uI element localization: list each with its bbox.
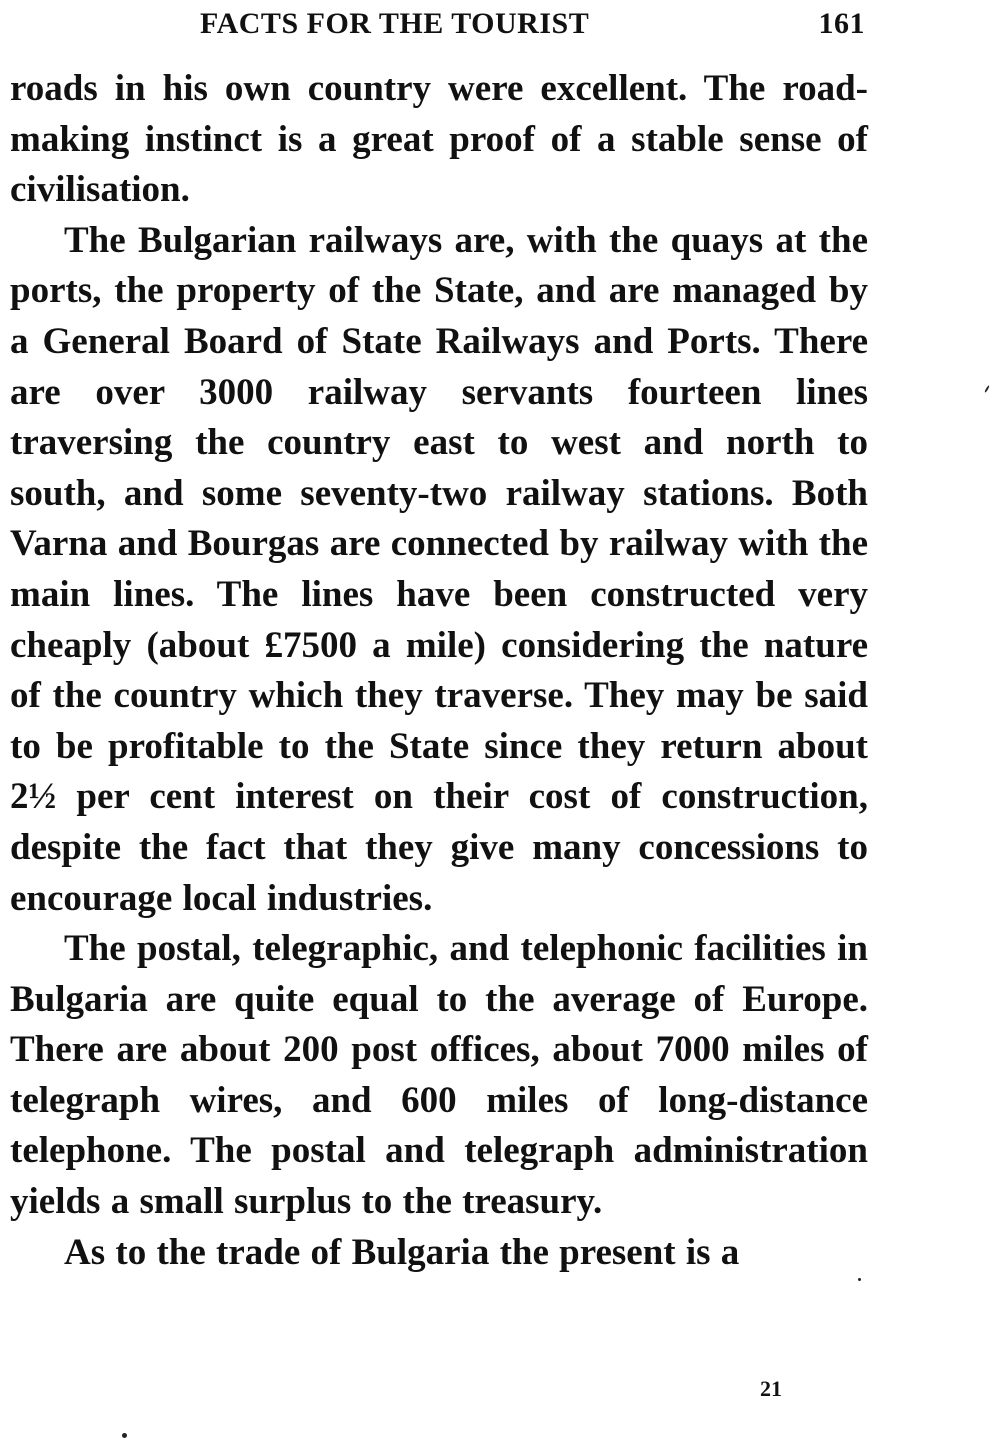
signature-mark: 21 [760,1376,782,1401]
paragraph-trade: As to the trade of Bulgaria the present is a [64,1231,740,1273]
paragraph-roads: roads in his own country were excellent. The road-making instinct is a great proof of a stable sense of civilisation. [10,68,868,211]
print-speck [984,385,990,393]
print-speck [858,1278,861,1281]
paragraph-postal: The postal, telegraphic, and telephonic facilities in Bulgaria are quite equal to the average of Europe. There are about 200 post offices, about 7000 miles of telegraph wires, and 600 miles of long-distance telephone. The postal and telegraph administration yields a small surplus to the treasury. [10,928,868,1223]
paragraph-railways: The Bulgarian railways are, with the quays at the ports, the property of the State, and are managed by a General Board of State Railways and Ports. There are over 3000 railway servants fourteen lines traversing the country east to west and north to south, and some seventy-two railway stations. Both Varna and Bourgas are connected by railway with the main lines. The lines have been constructed very cheaply (about £7500 a mile) considering the nature of the country which they traverse. They may be said to be profitable to the State since they return about 2½ per cent interest on their cost of construction, despite the fact that they give many concessions to encourage local industries. [10,219,868,919]
page-number: 161 [818,7,865,40]
running-head [200,4,865,44]
running-head-title: FACTS FOR THE TOURIST [200,7,590,40]
body-text [10,64,868,1278]
print-speck [122,1433,127,1438]
